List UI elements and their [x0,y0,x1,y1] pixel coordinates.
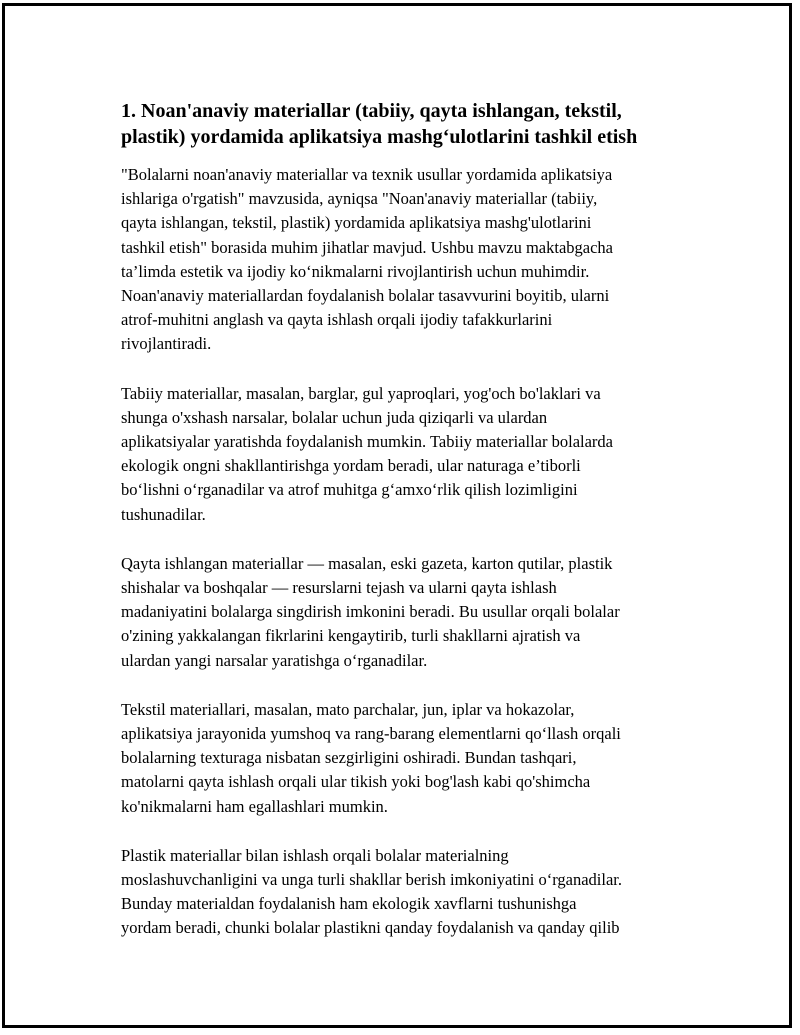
text-line: aplikatsiyalar yaratishda foydalanish mumkin. Tabiiy materiallar bolalarda [121,432,614,452]
paragraph-intro [121,163,686,357]
paragraph-plastic-materials [121,844,686,941]
text-line: Tekstil materiallari, masalan, mato parchalar, jun, iplar va hokazolar, [121,699,575,719]
heading-line: 1. Noan'anaviy materiallar (tabiiy, qayta ishlangan, tekstil, [121,100,622,122]
text-line: aplikatsiya jarayonida yumshoq va rang-barang elementlarni qo‘llash orqali [121,724,621,744]
text-line: moslashuvchanligini va unga turli shakllar berish imkoniyatini o‘rganadilar. [121,870,623,890]
text-line: tushunadilar. [121,504,206,524]
text-line: ta’limda estetik va ijodiy ko‘nikmalarni rivojlantirish uchun muhimdir. [121,261,590,281]
text-line: matolarni qayta ishlash orqali ular tikish yoki bog'lash kabi qo'shimcha [121,772,591,792]
paragraph-natural-materials [121,382,686,527]
text-line: "Bolalarni noan'anaviy materiallar va texnik usullar yordamida aplikatsiya [121,165,613,184]
paragraph-textile-materials [121,698,686,819]
text-line: ishlariga o'rgatish" mavzusida, ayniqsa "Noan'anaviy materiallar (tabiiy, [121,189,598,209]
text-line: bolalarning texturaga nisbatan sezgirligini oshiradi. Bundan tashqari, [121,748,577,768]
text-line: shunga o'xshash narsalar, bolalar uchun juda qiziqarli va ulardan [121,407,548,427]
text-line: Tabiiy materiallar, masalan, barglar, gul yaproqlari, yog'och bo'laklari va [121,383,601,403]
text-line: bo‘lishni o‘rganadilar va atrof muhitga g‘amxo‘rlik qilish lozimligini [121,480,578,500]
paragraph-recycled-materials [121,552,686,673]
text-line: o'zining yakkalangan fikrlarini kengaytirib, turli shakllarni ajratish va [121,626,581,646]
document-page [2,3,792,1028]
document-content [121,98,686,966]
text-line: ekologik ongni shakllantirishga yordam beradi, ular naturaga e’tiborli [121,456,581,476]
text-line: Noan'anaviy materiallardan foydalanish bolalar tasavvurini boyitib, ularni [121,286,610,306]
text-line: shishalar va boshqalar — resurslarni tejash va ularni qayta ishlash [121,578,557,598]
text-line: yordam beradi, chunki bolalar plastikni qanday foydalanish va qanday qilib [121,918,620,938]
text-line: madaniyatini bolalarga singdirish imkonini beradi. Bu usullar orqali bolalar [121,602,620,622]
text-line: rivojlantiradi. [121,334,212,354]
text-line: Qayta ishlangan materiallar — masalan, eski gazeta, karton qutilar, plastik [121,553,613,573]
text-line: Plastik materiallar bilan ishlash orqali bolalar materialning [121,845,509,865]
section-heading [121,98,686,150]
text-line: tashkil etish" borasida muhim jihatlar mavjud. Ushbu mavzu maktabgacha [121,237,613,257]
text-line: Bunday materialdan foydalanish ham ekologik xavflarni tushunishga [121,894,577,914]
heading-line: plastik) yordamida aplikatsiya mashg‘ulotlarini tashkil etish [121,126,638,148]
text-line: ko'nikmalarni ham egallashlari mumkin. [121,796,388,816]
text-line: qayta ishlangan, tekstil, plastik) yordamida aplikatsiya mashg'ulotlarini [121,213,592,233]
text-line: ulardan yangi narsalar yaratishga o‘rganadilar. [121,650,428,670]
text-line: atrof-muhitni anglash va qayta ishlash orqali ijodiy tafakkurlarini [121,310,553,330]
